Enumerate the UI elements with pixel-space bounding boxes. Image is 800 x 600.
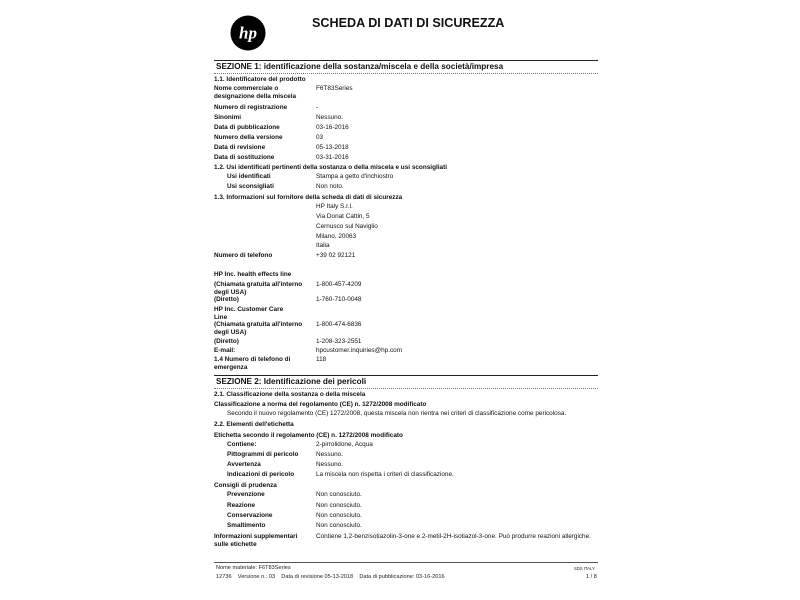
field-value: 2-pirrolidone, Acqua [316,441,373,448]
field-label: Smaltimento [227,522,266,529]
field-value: 03-16-2016 [316,124,349,131]
health-line-label: HP Inc. health effects line [214,271,292,278]
section-2-2-heading: 2.2. Elementi dell'etichetta [214,421,294,428]
address-line: Via Donat Cattin, 5 [316,213,370,220]
section-1-header: SEZIONE 1: identificazione della sostanza/miscela e della società/impresa [216,62,504,71]
field-value: 05-13-2018 [316,144,349,151]
section-2-header: SEZIONE 2: Identificazione dei pericoli [216,377,367,386]
address-line: HP Italy S.r.l. [316,203,353,210]
field-label: Sinonimi [214,114,241,121]
field-value: Nessuno. [316,451,343,458]
field-value: 1-800-457-4209 [316,281,362,288]
field-label: (Diretto) [214,296,239,303]
field-label: Numero della versione [214,134,283,141]
field-label: Nome commerciale o designazione della miscela [214,85,297,100]
address-line: Cernusco sul Naviglio [316,223,378,230]
field-label: HP Inc. Customer Care Line [214,306,284,321]
field-label: Reazione [227,502,256,509]
field-label: (Diretto) [214,338,239,345]
address-line: Italia [316,242,330,249]
field-label: Usi identificati [227,173,271,180]
section-1-rule [214,60,598,61]
section-1-1-heading: 1.1. Identificatore del prodotto [214,76,306,83]
hp-logo [230,15,266,51]
field-label: Data di pubblicazione [214,124,280,131]
field-value: 1-208-323-2551 [316,338,362,345]
field-value: Non conosciuto. [316,502,362,509]
section-1-2-heading: 1.2. Usi identificati pertinenti della sostanza o della miscela e usi sconsigliati [214,164,447,171]
field-value: Stampa a getto d'inchiostro [316,173,394,180]
classification-heading: Classificazione a norma del regolamento (CE) n. 1272/2008 modificato [214,401,427,408]
field-value: 03-31-2016 [316,154,349,161]
field-label: Usi sconsigliati [227,183,274,190]
field-value: Non conosciuto. [316,491,362,498]
field-label: 1.4 Numero di telefono di emergenza [214,356,291,371]
field-value: La miscela non rispetta i criteri di classificazione. [316,471,454,478]
section-1-3-heading: 1.3. Informazioni sul fornitore della scheda di dati di sicurezza [214,194,403,201]
divider [214,388,598,389]
field-label: Prevenzione [227,491,265,498]
field-label: Data di revisione [214,144,266,151]
field-label: Numero di registrazione [214,104,288,111]
footer-rule [214,562,598,563]
footer-region: SDS ITALY [574,566,595,571]
field-label: (Chiamata gratuita all'interno degli USA) [214,321,303,336]
field-label: Data di sostituzione [214,154,275,161]
address-line: Milano, 20063 [316,233,357,240]
section-2-1-heading: 2.1. Classificazione della sostanza o della miscela [214,391,366,398]
email-link[interactable]: hpcustomer.inquiries@hp.com [316,347,403,354]
field-label: (Chiamata gratuita all'interno degli USA) [214,281,303,296]
document-title: SCHEDA DI DATI DI SICUREZZA [312,16,505,30]
footer-meta: 12736 Versione n.: 03 Data di revisione 05-13-2018 Data di pubblicazione: 03-16-2016 [216,574,445,580]
phone-value: +39 02 92121 [316,252,356,259]
logo-text: hp [239,23,257,43]
field-label: Indicazioni di pericolo [227,471,295,478]
field-value: 1-760-710-0048 [316,296,362,303]
field-label: Pittogrammi di pericolo [227,451,299,458]
field-value: 118 [316,356,327,363]
footer-material: Nome materiale: F6T83Series [216,565,291,571]
field-label: Avvertenza [227,461,261,468]
field-label: Conservazione [227,512,273,519]
prudence-heading: Consigli di prudenza [214,482,277,489]
page-number: 1 / 8 [586,574,597,580]
field-value: Non noto. [316,183,344,190]
field-label: Contiene: [227,441,257,448]
field-label: Informazioni supplementari sulle etichette [214,533,298,548]
field-value: Contiene 1,2-benzisotiazolin-3-one e 2-metil-2H-isotiazol-3-one. Può produrre reazioni allergiche. [316,533,591,540]
hp-logo-icon [230,15,266,51]
field-value: Non conosciuto. [316,512,362,519]
label-heading: Etichetta secondo il regolamento (CE) n. 1272/2008 modificato [214,432,403,439]
classification-text: Secondo il nuovo regolamento (CE) 1272/2008, questa miscela non rientra nei criteri di classificazione come pericolosa. [227,410,567,417]
field-value: Nessuno. [316,461,343,468]
field-value: - [316,104,319,111]
field-value: 03 [316,134,324,141]
field-value: Non conosciuto. [316,522,362,529]
field-value: F6T83Series [316,85,353,92]
field-label: E-mail: [214,347,236,354]
divider [214,73,598,74]
field-value: 1-800-474-6836 [316,321,362,328]
phone-label: Numero di telefono [214,252,273,259]
section-2-rule [214,375,598,376]
field-value: Nessuno. [316,114,343,121]
